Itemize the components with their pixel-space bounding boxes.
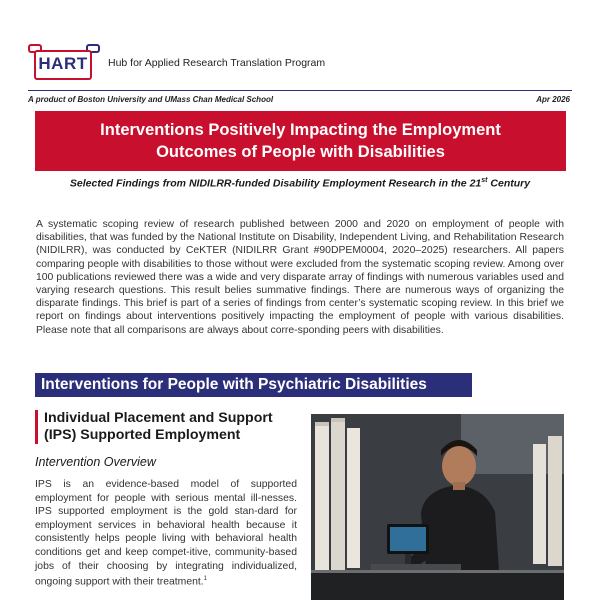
coffee-shop-photo (311, 414, 564, 600)
publication-date: Apr 2026 (536, 95, 570, 104)
counter-edge (311, 570, 564, 573)
subtitle-suffix: Century (487, 177, 531, 190)
intro-paragraph: A systematic scoping review of research published between 2000 and 2020 on employment of people with disabilities, that was funded by the National Institute on Disability, Independent Living, and Rehabilitation Research (NIDILRR), was conducted by CeKTER (NIDILRR Grant #90DPEM0004, 2020–2025) researchers. All papers comparing people with disabilities to those without were excluded from the systematic scoping review. Among over 100 publications reviewed there was a wide and very disparate array of findings with numerous variables used and varying research questions. This result belies summative findings. There are numerous ways of organizing the disparate findings. This brief is part of a series of findings from center’s systematic scoping review. In this brief we report on findings about interventions positively impacting the employment of people with various disabilities. Please note that all comparisons are always about corre-sponding peers with disabilities. (36, 219, 564, 336)
title-line-1: Interventions Positively Impacting the Employment (100, 121, 501, 139)
section-banner (35, 373, 472, 397)
overview-label: Intervention Overview (35, 455, 156, 469)
coffee-shop-illustration (311, 414, 564, 600)
counter (311, 572, 564, 600)
logo-text: HART (38, 54, 88, 73)
subtitle-superscript: st (481, 177, 488, 184)
subtitle (28, 177, 572, 190)
section-title: Interventions for People with Psychiatric Disabilities (41, 376, 427, 393)
footnote-ref: 1 (203, 576, 207, 583)
product-line: A product of Boston University and UMass Chan Medical School (28, 95, 274, 104)
hart-logo (28, 44, 106, 86)
subheading-line-1: Individual Placement and Support (44, 410, 273, 426)
cup-stacks-left (315, 418, 360, 578)
title-line-2: Outcomes of People with Disabilities (156, 143, 445, 161)
program-name: Hub for Applied Research Translation Program (108, 57, 326, 69)
ips-body-paragraph (35, 478, 297, 589)
title-banner (35, 111, 566, 171)
header-divider (28, 90, 572, 91)
ips-body-text: IPS is an evidence-based model of supported employment for people with serious mental ill-nesses. IPS supported employment is the gold stan-dard for employment services in behavioral health because it consistently helps people living with behavioral health conditions get and keep compet-itive, community-based jobs of their choosing by integrating individualized, ongoing support with their treatment. (35, 479, 297, 588)
subtitle-text: Selected Findings from NIDILRR-funded Disability Employment Research in the 21 (69, 177, 482, 190)
subheading-line-2: (IPS) Supported Employment (44, 427, 241, 443)
subheading (35, 410, 297, 444)
